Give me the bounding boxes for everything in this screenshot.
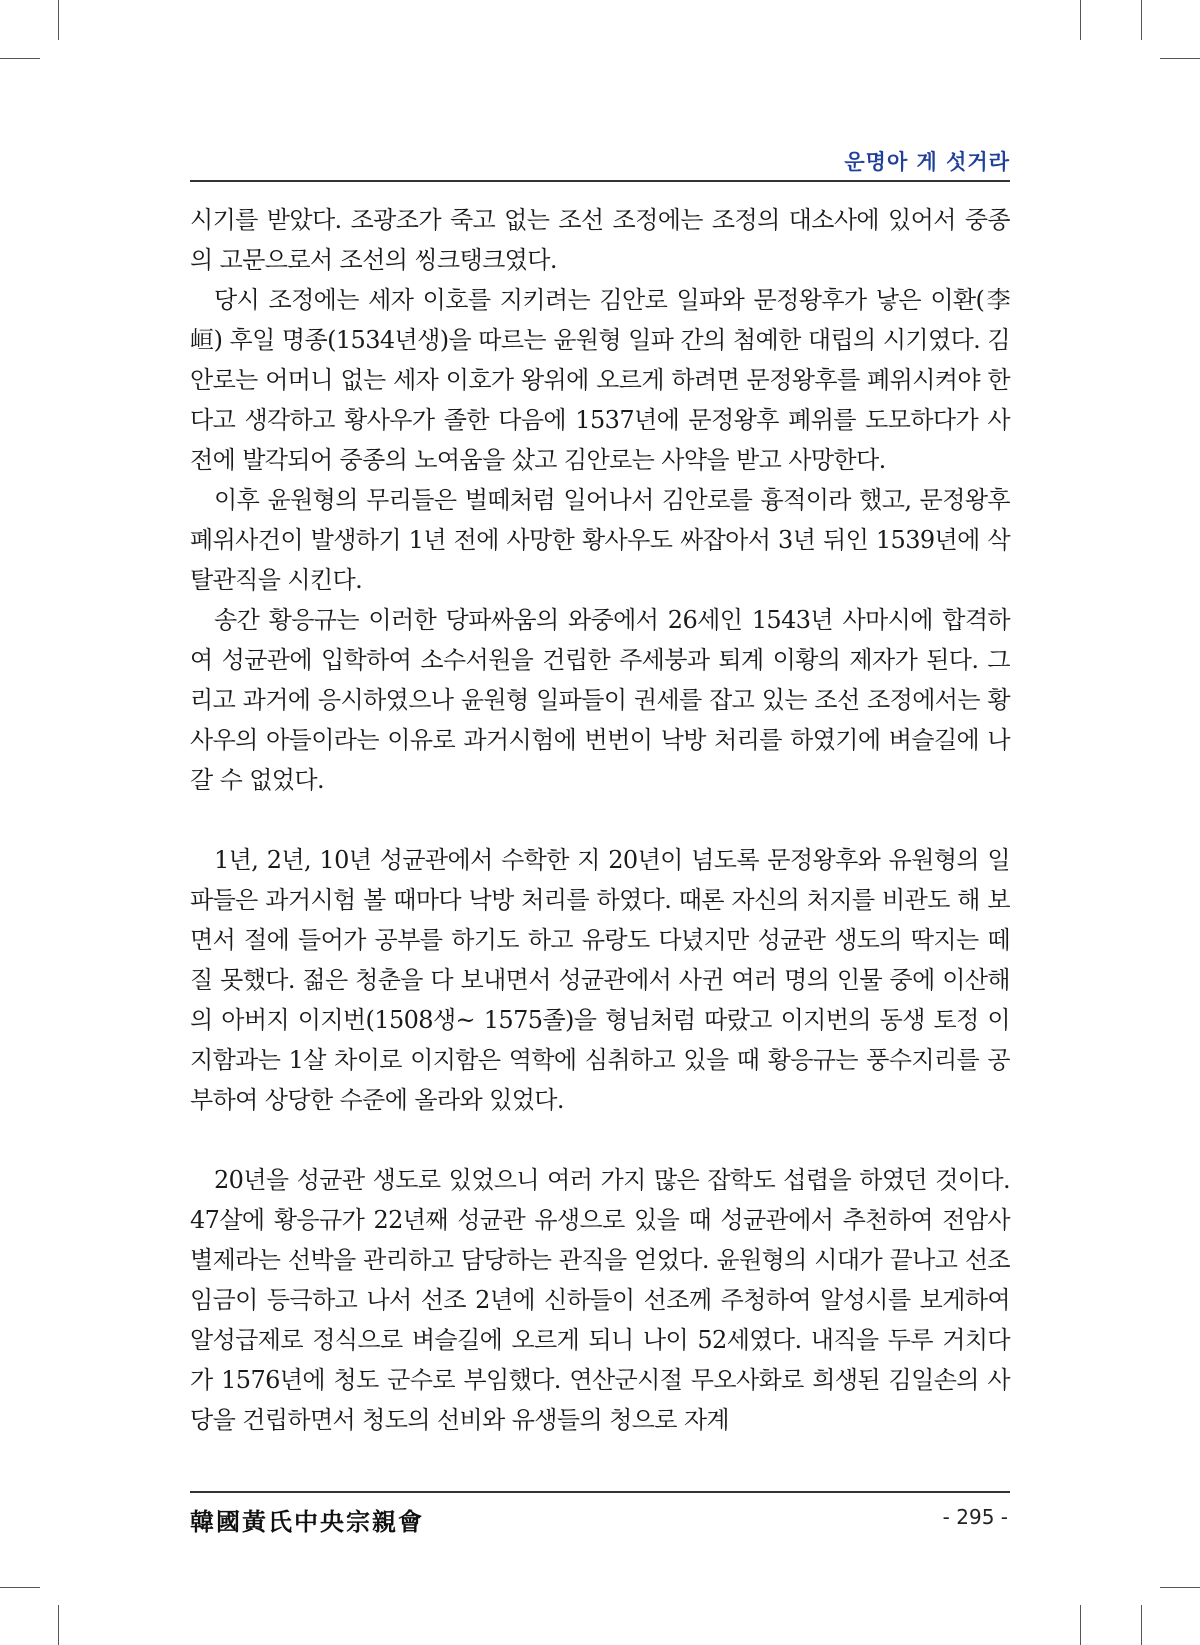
crop-mark-bottom-right-v: [1141, 1605, 1142, 1645]
page-number: - 295 -: [942, 1505, 1008, 1529]
crop-mark-top-right-v: [1141, 0, 1142, 40]
paragraph: 20년을 성균관 생도로 있었으니 여러 가지 많은 잡학도 섭렵을 하였던 것이다. 47살에 황응규가 22년째 성균관 유생으로 있을 때 성균관에서 추천하여 전암사별제라는 선박을 관리하고 담당하는 관직을 얻었다. 윤원형의 시대가 끝나고 선조 임금이 등극하고 나서 선조 2년에 신하들이 선조께 주청하여 알성시를 보게하여 알성급제로 정식으로 벼슬길에 오르게 되니 나이 52세였다. 내직을 두루 거치다가 1576년에 청도 군수로 부임했다. 연산군시절 무오사화로 희생된 김일손의 사당을 건립하면서 청도의 선비와 유생들의 청으로 자계: [190, 1166, 1010, 1434]
paragraph: 이후 윤원형의 무리들은 벌떼처럼 일어나서 김안로를 흉적이라 했고, 문정왕후 폐위사건이 발생하기 1년 전에 사망한 황사우도 싸잡아서 3년 뒤인 1539년에 삭탈관직을 시킨다.: [190, 486, 1010, 594]
body-text: [190, 200, 1010, 1440]
paragraph: 1년, 2년, 10년 성균관에서 수학한 지 20년이 넘도록 문정왕후와 유원형의 일파들은 과거시험 볼 때마다 낙방 처리를 하였다. 때론 자신의 처지를 비관도 해 보면서 절에 들어가 공부를 하기도 하고 유랑도 다녔지만 성균관 생도의 딱지는 떼질 못했다. 젊은 청춘을 다 보내면서 성균관에서 사귄 여러 명의 인물 중에 이산해의 아버지 이지번(1508생~ 1575졸)을 형님처럼 따랐고 이지번의 동생 토정 이지함과는 1살 차이로 이지함은 역학에 심취하고 있을 때 황응규는 풍수지리를 공부하여 상당한 수준에 올라와 있었다.: [190, 846, 1010, 1114]
footer-organization: 韓國黃氏中央宗親會: [190, 1507, 424, 1536]
header-rule: [190, 180, 1010, 182]
paragraph: 시기를 받았다. 조광조가 죽고 없는 조선 조정에는 조정의 대소사에 있어서 중종의 고문으로서 조선의 씽크탱크였다.: [190, 206, 1010, 274]
crop-mark-bottom-right-h: [1160, 1587, 1200, 1588]
paragraph: 당시 조정에는 세자 이호를 지키려는 김안로 일파와 문정왕후가 낳은 이환(李峘) 후일 명종(1534년생)을 따르는 윤원형 일파 간의 첨예한 대립의 시기였다. 김안로는 어머니 없는 세자 이호가 왕위에 오르게 하려면 문정왕후를 폐위시켜야 한다고 생각하고 황사우가 졸한 다음에 1537년에 문정왕후 폐위를 도모하다가 사전에 발각되어 중종의 노여움을 샀고 김안로는 사약을 받고 사망한다.: [190, 286, 1010, 474]
footer-rule: [190, 1491, 1010, 1493]
crop-mark-top-left-h: [0, 58, 40, 59]
crop-mark-bottom-mid-v: [1080, 1605, 1081, 1645]
running-title: 운명아 게 섯거라: [844, 150, 1010, 174]
crop-mark-top-left-v: [58, 0, 59, 40]
crop-mark-bottom-left-h: [0, 1587, 40, 1588]
crop-mark-bottom-left-v: [58, 1605, 59, 1645]
crop-mark-top-mid-v: [1080, 0, 1081, 40]
paragraph: 송간 황응규는 이러한 당파싸움의 와중에서 26세인 1543년 사마시에 합격하여 성균관에 입학하여 소수서원을 건립한 주세붕과 퇴계 이황의 제자가 된다. 그리고 과거에 응시하였으나 윤원형 일파들이 권세를 잡고 있는 조선 조정에서는 황사우의 아들이라는 이유로 과거시험에 번번이 낙방 처리를 하였기에 벼슬길에 나갈 수 없었다.: [190, 606, 1010, 794]
crop-mark-top-right-h: [1160, 58, 1200, 59]
